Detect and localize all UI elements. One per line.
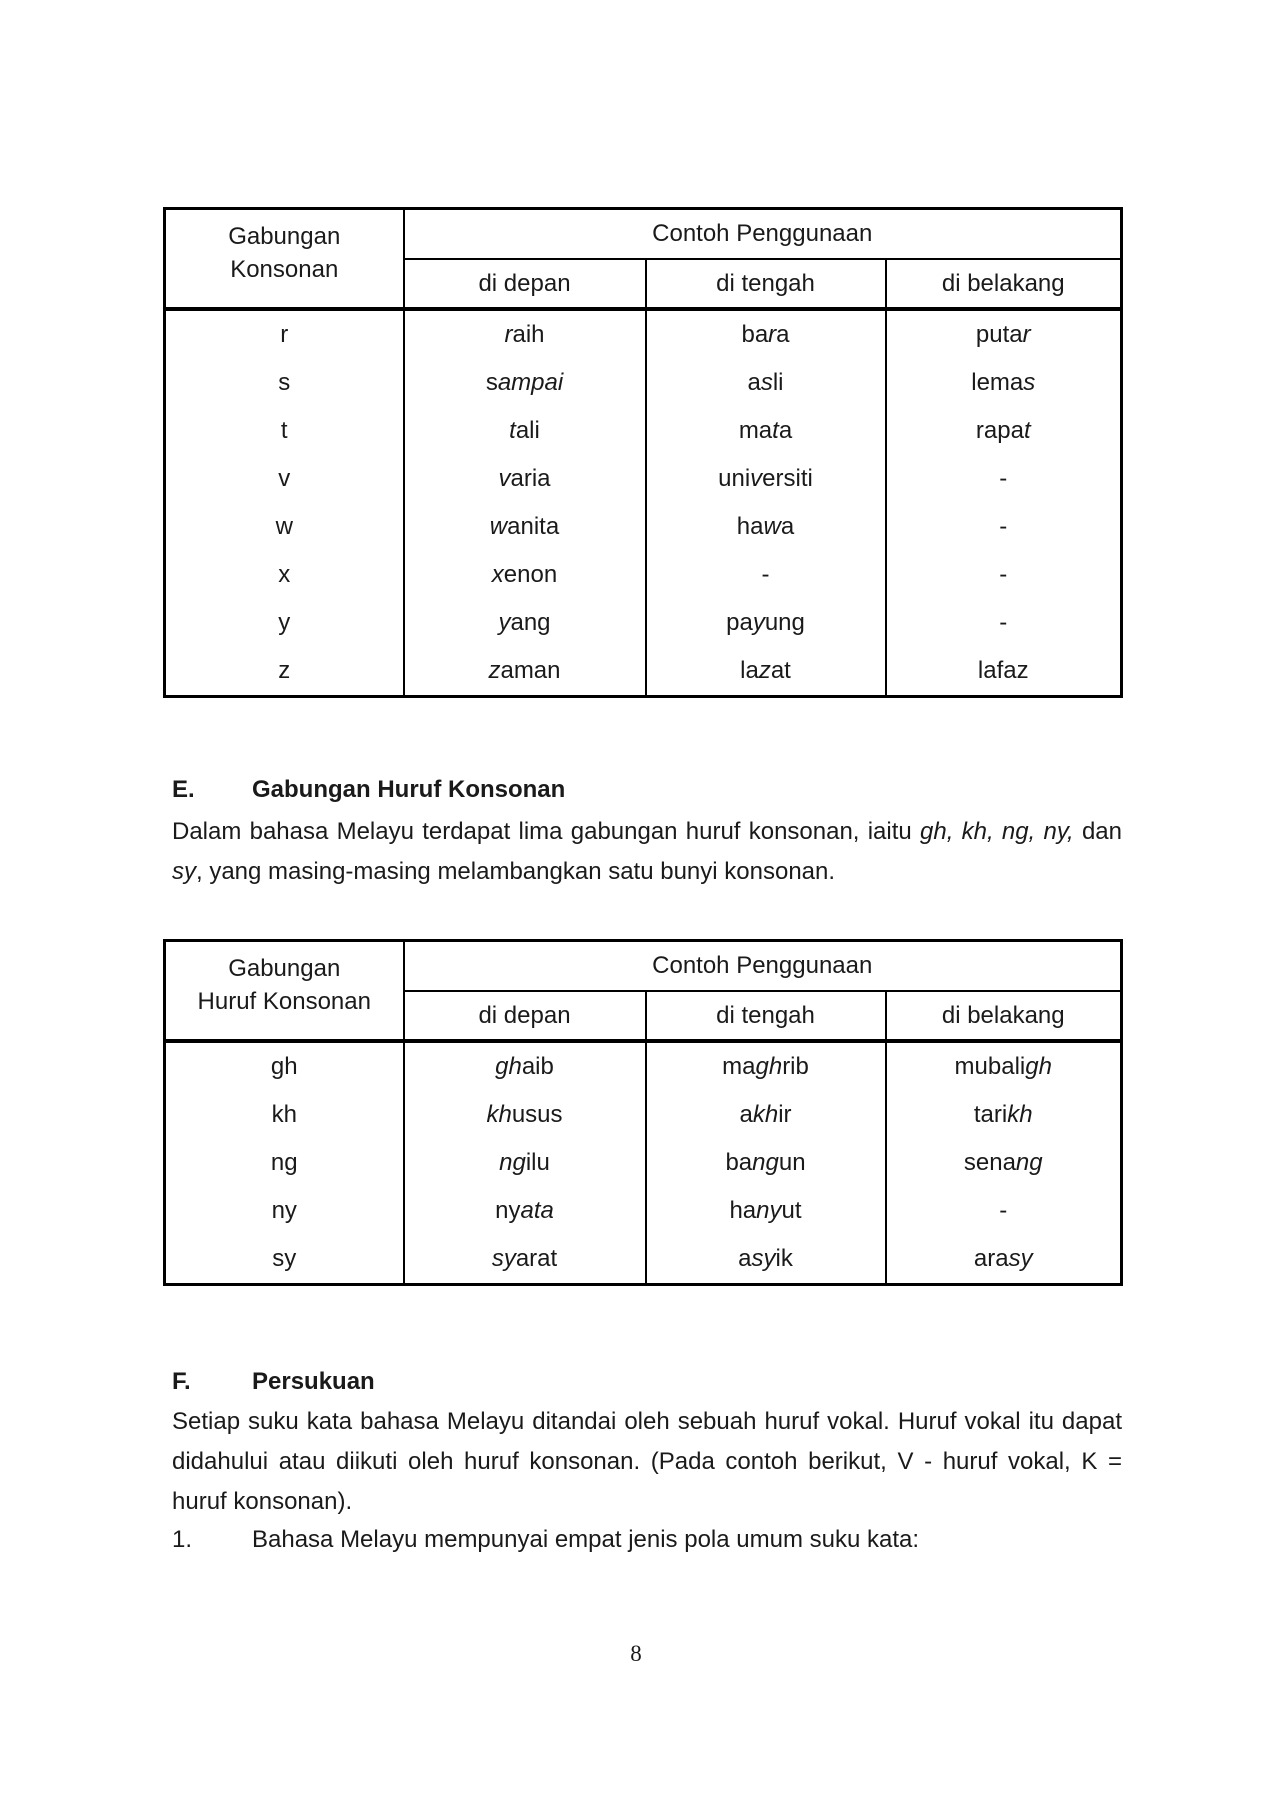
text-segment: a [778, 417, 793, 444]
text-segment: - [999, 465, 1008, 492]
italic-segment: sy [751, 1245, 776, 1272]
text-segment: Dalam bahasa Melayu terdapat lima gabungan huruf konsonan, iaitu [172, 818, 920, 845]
row-key-cell: gh [165, 1041, 404, 1091]
italic-segment: z [758, 657, 771, 684]
text-segment: ha [729, 1197, 757, 1224]
example-cell [404, 407, 646, 455]
example-cell [886, 1041, 1122, 1091]
italic-segment: s [760, 369, 773, 396]
italic-segment: ata [520, 1197, 554, 1224]
text-segment: aih [512, 321, 545, 348]
text-segment: , yang masing-masing melambangkan satu bunyi konsonan. [196, 858, 836, 885]
example-cell [404, 647, 646, 697]
example-cell [404, 551, 646, 599]
text-segment: mubali [954, 1053, 1026, 1080]
text-segment: a [738, 1245, 752, 1272]
italic-segment: ny [756, 1197, 782, 1224]
example-cell [886, 1235, 1122, 1285]
text-segment: ik [775, 1245, 793, 1272]
paragraph-line [172, 1442, 1122, 1482]
table-row [165, 1187, 1122, 1235]
italic-segment: x [491, 561, 504, 588]
example-cell [404, 599, 646, 647]
text-segment: - [999, 609, 1008, 636]
table-row [165, 1139, 1122, 1187]
text-segment: dan [1073, 818, 1123, 845]
table-row [165, 455, 1122, 503]
example-cell [886, 1091, 1122, 1139]
table-row [165, 647, 1122, 697]
example-cell [646, 551, 886, 599]
italic-segment: v [750, 465, 763, 492]
text-segment: ba [741, 321, 769, 348]
example-cell [646, 647, 886, 697]
italic-segment: y [752, 609, 765, 636]
italic-segment: kh [752, 1101, 779, 1128]
italic-segment: z [488, 657, 501, 684]
example-cell [886, 1139, 1122, 1187]
table-row [165, 309, 1122, 359]
text-segment: at [770, 657, 791, 684]
text-segment: lafaz [977, 657, 1029, 684]
section-e-paragraph [172, 812, 1122, 892]
italic-segment: t [509, 417, 516, 444]
text-segment: sena [963, 1149, 1016, 1176]
example-cell [886, 359, 1122, 407]
text-segment: aman [500, 657, 561, 684]
italic-segment: gh [495, 1053, 522, 1080]
text-segment: Setiap suku kata bahasa Melayu ditandai oleh sebuah huruf vokal. Huruf vokal itu dapat [172, 1408, 1122, 1435]
corner-header-line2: Huruf Konsonan [197, 987, 371, 1015]
text-segment: anita [507, 513, 560, 540]
text-segment: ara [973, 1245, 1009, 1272]
text-segment: - [999, 513, 1008, 540]
text-segment: ha [736, 513, 764, 540]
text-segment: ut [781, 1197, 802, 1224]
example-cell [404, 309, 646, 359]
text-segment: ali [515, 417, 540, 444]
example-cell [886, 503, 1122, 551]
row-key-cell: v [165, 455, 404, 503]
italic-segment: sy [172, 858, 196, 885]
italic-segment: kh [1007, 1101, 1033, 1128]
example-cell [646, 359, 886, 407]
example-cell [886, 551, 1122, 599]
text-segment: - [999, 561, 1008, 588]
corner-header-line2: Konsonan [230, 255, 339, 283]
italic-segment: sy [491, 1245, 516, 1272]
column-header-di-tengah: di tengah [646, 991, 886, 1041]
table-row [165, 1091, 1122, 1139]
text-segment: ilu [525, 1149, 550, 1176]
example-cell [886, 455, 1122, 503]
table-row [165, 551, 1122, 599]
text-segment: ersiti [762, 465, 813, 492]
text-segment: - [999, 1197, 1008, 1224]
italic-segment: r [504, 321, 513, 348]
example-cell [646, 1091, 886, 1139]
text-segment: a [780, 513, 795, 540]
text-segment: - [761, 561, 770, 588]
text-segment: ma [722, 1053, 756, 1080]
italic-segment: t [772, 417, 779, 444]
italic-segment: v [498, 465, 511, 492]
italic-segment: ng [1015, 1149, 1043, 1176]
italic-segment: r [768, 321, 777, 348]
example-cell [646, 1235, 886, 1285]
italic-segment: sy [1008, 1245, 1033, 1272]
example-cell [404, 359, 646, 407]
corner-header-line1: Gabungan [228, 222, 341, 250]
group-header: Contoh Penggunaan [404, 209, 1122, 260]
italic-segment: gh [755, 1053, 783, 1080]
section-e-heading [172, 777, 565, 803]
list-text: Bahasa Melayu mempunyai empat jenis pola umum suku kata: [252, 1526, 920, 1553]
text-segment: tari [973, 1101, 1008, 1128]
example-cell [646, 1041, 886, 1091]
example-cell [646, 407, 886, 455]
text-segment: usus [511, 1101, 563, 1128]
example-cell [404, 1139, 646, 1187]
text-segment: la [740, 657, 759, 684]
corner-header-line1: Gabungan [228, 954, 341, 982]
italic-segment: w [763, 513, 781, 540]
text-segment: s [485, 369, 498, 396]
text-segment: rib [782, 1053, 809, 1080]
example-cell [646, 1187, 886, 1235]
table-row [165, 407, 1122, 455]
table-row [165, 503, 1122, 551]
corner-header [165, 941, 404, 1042]
text-segment: didahului atau diikuti oleh huruf konsonan. (Pada contoh berikut, V - huruf vokal, K = [172, 1448, 1122, 1475]
row-key-cell: t [165, 407, 404, 455]
text-segment: aib [521, 1053, 554, 1080]
italic-segment: gh [1025, 1053, 1052, 1080]
row-key-cell: ny [165, 1187, 404, 1235]
paragraph-line [172, 1482, 1122, 1522]
row-key-cell: kh [165, 1091, 404, 1139]
row-key-cell: sy [165, 1235, 404, 1285]
section-letter: F. [172, 1368, 191, 1395]
text-segment: rapa [975, 417, 1024, 444]
text-segment: a [776, 321, 790, 348]
consonant-digraph-table [163, 939, 1123, 1286]
column-header-di-tengah: di tengah [646, 259, 886, 309]
example-cell [646, 599, 886, 647]
section-title: Gabungan Huruf Konsonan [252, 776, 566, 803]
example-cell [404, 1041, 646, 1091]
text-segment: ung [764, 609, 805, 636]
italic-segment: ng [499, 1149, 526, 1176]
row-key-cell: r [165, 309, 404, 359]
example-cell [886, 599, 1122, 647]
example-cell [886, 647, 1122, 697]
italic-segment: ng [752, 1149, 779, 1176]
paragraph-line [172, 1402, 1122, 1442]
text-segment: li [772, 369, 784, 396]
italic-segment: s [1023, 369, 1036, 396]
group-header: Contoh Penggunaan [404, 941, 1122, 992]
paragraph-line [172, 812, 1122, 852]
row-key-cell: ng [165, 1139, 404, 1187]
row-key-cell: w [165, 503, 404, 551]
row-key-cell: y [165, 599, 404, 647]
text-segment: a [739, 1101, 753, 1128]
example-cell [404, 455, 646, 503]
table-row [165, 599, 1122, 647]
list-item-1 [172, 1520, 1122, 1560]
text-segment: puta [975, 321, 1023, 348]
example-cell [404, 1235, 646, 1285]
section-f-paragraph [172, 1402, 1122, 1522]
table-row [165, 1235, 1122, 1285]
example-cell [886, 1187, 1122, 1235]
example-cell [404, 1187, 646, 1235]
list-number: 1. [172, 1526, 193, 1553]
column-header-di-depan: di depan [404, 991, 646, 1041]
table-row [165, 1041, 1122, 1091]
italic-segment: y [498, 609, 511, 636]
text-segment: huruf konsonan). [172, 1488, 353, 1515]
italic-segment: kh [486, 1101, 512, 1128]
row-key-cell: x [165, 551, 404, 599]
table-row [165, 359, 1122, 407]
text-segment: ang [510, 609, 551, 636]
text-segment: lema [971, 369, 1024, 396]
example-cell [404, 503, 646, 551]
column-header-di-belakang: di belakang [886, 259, 1122, 309]
column-header-di-belakang: di belakang [886, 991, 1122, 1041]
text-segment: un [778, 1149, 806, 1176]
corner-header [165, 209, 404, 310]
text-segment: ny [495, 1197, 521, 1224]
text-segment: a [747, 369, 761, 396]
example-cell [646, 503, 886, 551]
text-segment: enon [503, 561, 558, 588]
example-cell [646, 455, 886, 503]
italic-segment: r [1022, 321, 1031, 348]
text-segment: pa [726, 609, 753, 636]
italic-segment: t [1023, 417, 1031, 444]
column-header-di-depan: di depan [404, 259, 646, 309]
example-cell [646, 309, 886, 359]
text-segment: ba [725, 1149, 753, 1176]
row-key-cell: s [165, 359, 404, 407]
section-letter: E. [172, 776, 195, 803]
section-f-heading [172, 1369, 375, 1395]
italic-segment: gh, kh, ng, ny, [920, 818, 1074, 845]
paragraph-line [172, 852, 1122, 892]
consonant-usage-table [163, 207, 1123, 698]
text-segment: ma [738, 417, 773, 444]
italic-segment: w [489, 513, 508, 540]
italic-segment: ampai [497, 369, 564, 396]
text-segment: arat [515, 1245, 558, 1272]
text-segment: aria [510, 465, 551, 492]
row-key-cell: z [165, 647, 404, 697]
example-cell [404, 1091, 646, 1139]
example-cell [646, 1139, 886, 1187]
section-title: Persukuan [252, 1368, 375, 1395]
text-segment: ir [778, 1101, 792, 1128]
example-cell [886, 407, 1122, 455]
example-cell [886, 309, 1122, 359]
text-segment: uni [718, 465, 751, 492]
page-number: 8 [630, 1641, 642, 1666]
